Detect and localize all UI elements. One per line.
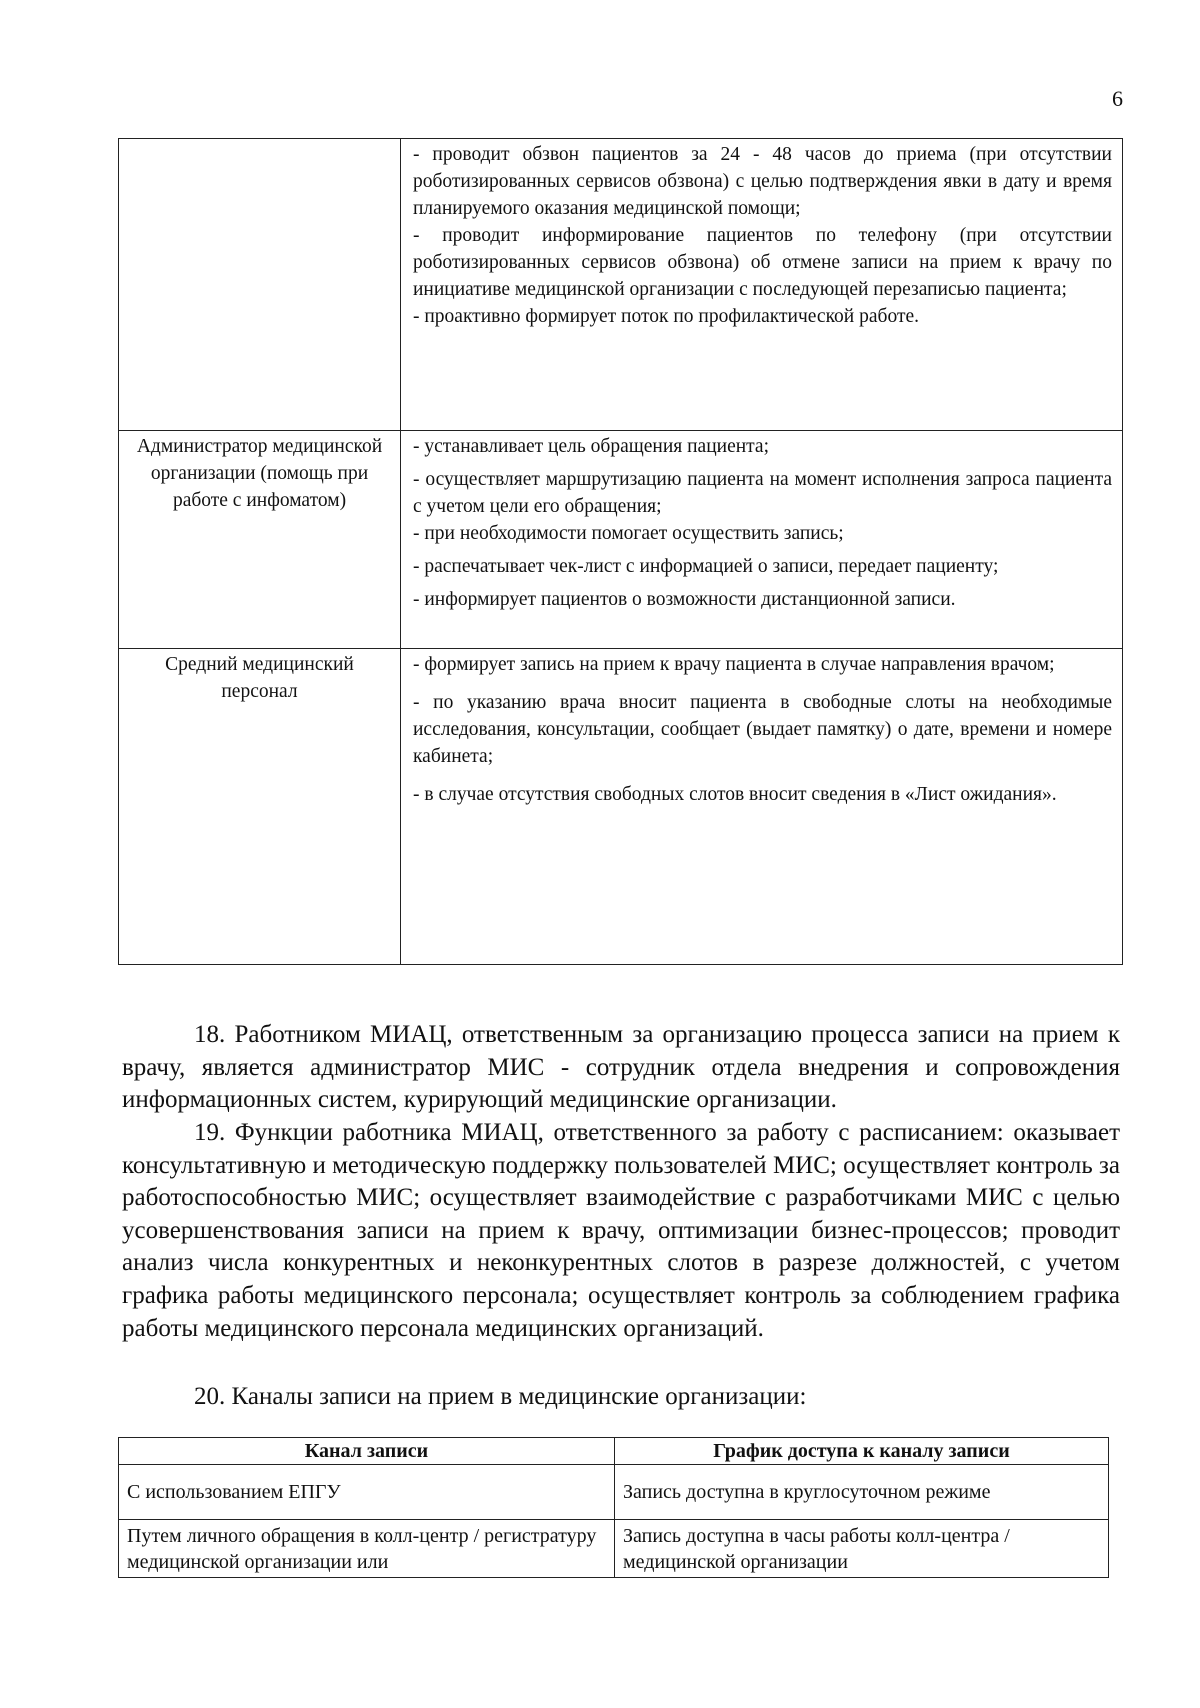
duty-item: - проактивно формирует поток по профилактической работе. [413,306,919,327]
role-cell: Администратор медицинской организации (помощь при работе с инфоматом) [119,431,401,649]
duty-item: - проводит обзвон пациентов за 24 - 48 часов до приема (при отсутствии роботизированных сервисов обзвона) с целью подтверждения явки в дату и время планируемого оказания медицинской помощи; [413,144,1112,219]
channels-table [118,1437,1109,1578]
duties-cell [401,431,1123,649]
duties-cell [401,139,1123,431]
roles-duties-table [118,138,1123,965]
paragraph-20 [122,1381,1120,1414]
duty-item: - информирует пациентов о возможности дистанционной записи. [413,589,956,610]
table-row [119,649,1123,965]
table-cell: Запись доступна в часы работы колл-центра / медицинской организации [615,1520,1109,1578]
duty-item: - формирует запись на прием к врачу пациента в случае направления врачом; [413,654,1055,675]
paragraph-18 [122,1019,1120,1117]
duty-item: - проводит информирование пациентов по телефону (при отсутствии роботизированных сервисов обзвона) об отмене записи на прием к врачу по инициативе медицинской организации с последующей перезаписью пациента; [413,225,1112,300]
paragraph-19 [122,1117,1120,1345]
duties-cell [401,649,1123,965]
role-cell: Средний медицинский персонал [119,649,401,965]
table-row [119,431,1123,649]
paragraph-text: 20. Каналы записи на прием в медицинские организации: [194,1383,807,1410]
duty-item: - осуществляет маршрутизацию пациента на момент исполнения запроса пациента с учетом цели его обращения; [413,469,1112,517]
duty-item: - устанавливает цель обращения пациента; [413,436,769,457]
table-row [119,1520,1109,1578]
table-cell: С использованием ЕПГУ [119,1465,615,1520]
table-cell: Запись доступна в круглосуточном режиме [615,1465,1109,1520]
duty-item: - распечатывает чек-лист с информацией о записи, передает пациенту; [413,556,999,577]
duty-item: - в случае отсутствия свободных слотов вносит сведения в «Лист ожидания». [413,784,1057,805]
duty-item: - при необходимости помогает осуществить запись; [413,523,844,544]
table-row [119,1465,1109,1520]
table-row [119,139,1123,431]
role-cell [119,139,401,431]
duty-item: - по указанию врача вносит пациента в свободные слоты на необходимые исследования, консультации, сообщает (выдает памятку) о дате, времени и номере кабинета; [413,692,1112,767]
page-number: 6 [1112,86,1123,111]
table-header-row [119,1438,1109,1465]
column-header: Канал записи [119,1438,615,1465]
paragraph-text: 19. Функции работника МИАЦ, ответственного за работу с расписанием: оказывает консультативную и методическую поддержку пользователей МИС; осуществляет контроль за работоспособностью МИС; осуществляет взаимодействие с разработчиками МИС с целью усовершенствования записи на прием к врачу, оптимизации бизнес-процессов; проводит анализ числа конкурентных и неконкурентных слотов в разрезе должностей, с учетом графика работы медицинского персонала; осуществляет контроль за соблюдением графика работы медицинского персонала медицинских организаций. [122,1119,1120,1342]
column-header: График доступа к каналу записи [615,1438,1109,1465]
paragraph-text: 18. Работником МИАЦ, ответственным за организацию процесса записи на прием к врачу, является администратор МИС - сотрудник отдела внедрения и сопровождения информационных систем, курирующий медицинские организации. [122,1021,1120,1114]
table-cell: Путем личного обращения в колл-центр / регистратуру медицинской организации или [119,1520,615,1578]
